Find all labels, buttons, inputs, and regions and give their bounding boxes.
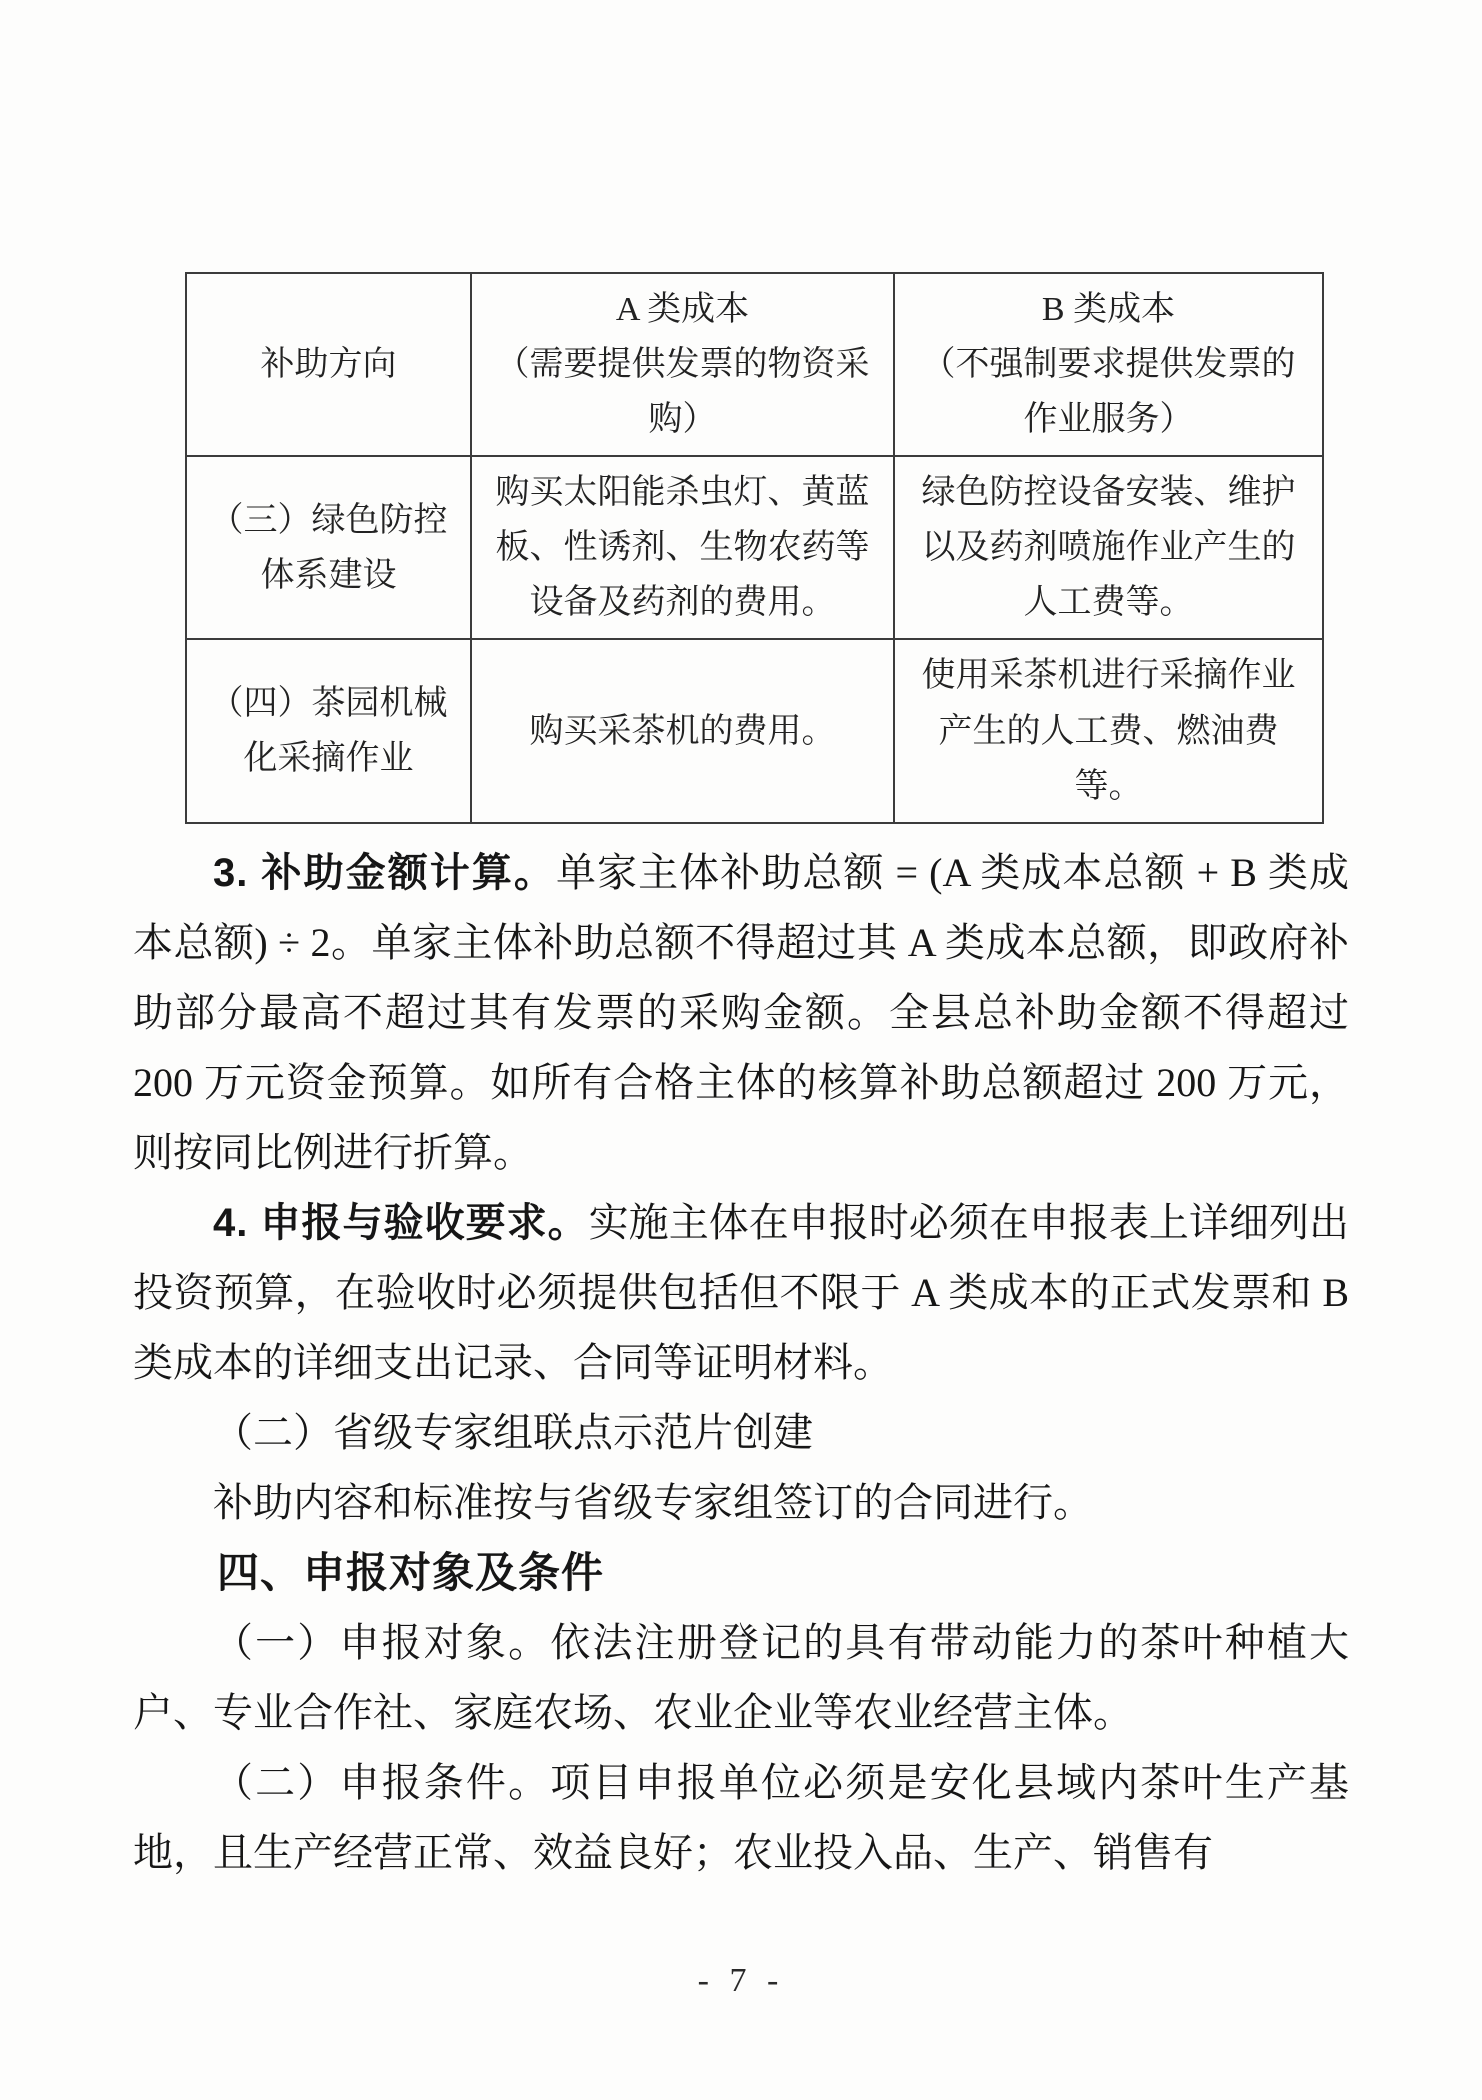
table-row-green-control [186, 456, 1323, 639]
col-header-cost-b [894, 273, 1323, 456]
paragraph-application-targets-text: （一）申报对象。依法注册登记的具有带动能力的茶叶种植大户、专业合作社、家庭农场、农业企业等农业经营主体。 [133, 1619, 1349, 1735]
cell-direction-mechanized-picking: （四）茶园机械化采摘作业 [186, 639, 471, 822]
paragraph-subsidy-calculation-text: 单家主体补助总额 = (A 类成本总额 + B 类成本总额) ÷ 2。单家主体补助总额不得超过其 A 类成本总额，即政府补助部分最高不超过其有发票的采购金额。全县总补助金额不得超过 200 万元资金预算。如所有合格主体的核算补助总额超过 200 万元，则按同比例进行折算。 [133, 849, 1349, 1175]
col-header-direction [186, 273, 471, 456]
section-heading-application-targets [133, 1538, 1349, 1608]
paragraph-subsidy-calculation-lead: 3. 补助金额计算。 [213, 850, 556, 895]
table-header-row [186, 273, 1323, 456]
paragraph-provincial-expert-demo-text: （二）省级专家组联点示范片创建 [213, 1409, 813, 1455]
cell-cost-a-mechanized-picking: 购买采茶机的费用。 [471, 639, 894, 822]
paragraph-application-conditions [133, 1748, 1349, 1888]
paragraph-application-acceptance-text: 实施主体在申报时必须在申报表上详细列出投资预算，在验收时必须提供包括但不限于 A 类成本的正式发票和 B 类成本的详细支出记录、合同等证明材料。 [133, 1199, 1349, 1385]
paragraph-subsidy-calculation [133, 838, 1349, 1188]
cell-cost-a-green-control: 购买太阳能杀虫灯、黄蓝板、性诱剂、生物农药等设备及药剂的费用。 [471, 456, 894, 639]
paragraph-subsidy-per-contract-text: 补助内容和标准按与省级专家组签订的合同进行。 [213, 1479, 1093, 1525]
paragraph-application-acceptance [133, 1188, 1349, 1398]
paragraph-application-conditions-text: （二）申报条件。项目申报单位必须是安化县域内茶叶生产基地，且生产经营正常、效益良好；农业投入品、生产、销售有 [133, 1759, 1349, 1875]
cell-direction-green-control: （三）绿色防控体系建设 [186, 456, 471, 639]
col-header-cost-b-title: B 类成本 [1041, 291, 1176, 328]
subsidy-table [185, 272, 1324, 824]
paragraph-application-targets [133, 1608, 1349, 1748]
paragraph-application-acceptance-lead: 4. 申报与验收要求。 [213, 1200, 589, 1245]
col-header-direction-title: 补助方向 [260, 346, 397, 384]
cell-cost-b-mechanized-picking: 使用采茶机进行采摘作业产生的人工费、燃油费等。 [894, 639, 1323, 822]
page-number: - 7 - [697, 1962, 785, 1999]
col-header-cost-a-title: A 类成本 [615, 291, 750, 328]
document-content [133, 272, 1349, 1888]
section-heading-application-targets-text: 四、申报对象及条件 [217, 1548, 605, 1596]
cell-cost-b-green-control: 绿色防控设备安装、维护以及药剂喷施作业产生的人工费等。 [894, 456, 1323, 639]
table-row-mechanized-picking [186, 639, 1323, 822]
body-text [133, 838, 1349, 1888]
col-header-cost-a-subtitle: （需要提供发票的物资采购） [495, 346, 870, 439]
paragraph-subsidy-per-contract [133, 1468, 1349, 1538]
paragraph-provincial-expert-demo [133, 1398, 1349, 1468]
col-header-cost-a [471, 273, 894, 456]
col-header-cost-b-subtitle: （不强制要求提供发票的作业服务） [921, 346, 1296, 439]
